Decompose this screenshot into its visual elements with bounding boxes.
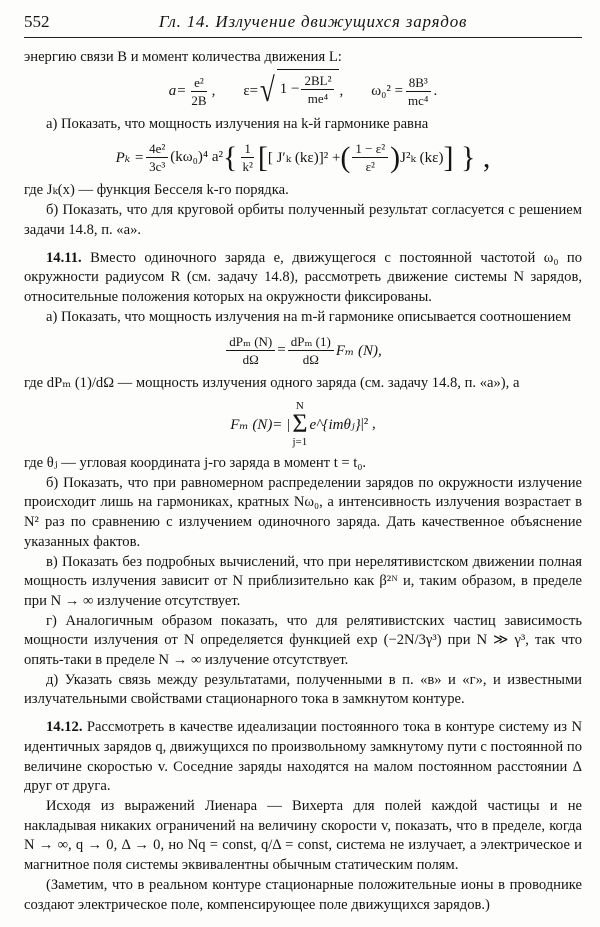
eq1-eps-one: 1 −: [279, 81, 300, 98]
eq3-l-den: dΩ: [242, 352, 259, 368]
eq2-left-brace: {: [223, 140, 238, 174]
problem-14-11-d: д) Указать связь между результатами, полученными в п. «в» и «г», и известными излучательными свойствами стационарного тока в замкнутом контуре.: [24, 671, 582, 708]
eq2-term2-den: ε²: [365, 159, 375, 175]
eq2-left-bracket: [: [257, 140, 268, 174]
header-rule: [24, 37, 582, 38]
problem-14-11-a: а) Показать, что мощность излучения на m-й гармонике описывается соотношением: [46, 308, 571, 325]
eq2-left-paren: (: [340, 140, 351, 174]
eq1-eps-num: 2BL²: [301, 72, 334, 90]
problem-14-12-text: Рассмотреть в качестве идеализации постоянного тока в контуре систему из N идентичных зарядов q, движущихся по произвольному замкнутому пути с постоянной по величине скоростью v. Соседние заряды находятся на малом постоянном расстоянии Δ друг от друга.: [24, 719, 582, 795]
running-title: Гл. 14. Излучение движущихся зарядов: [158, 12, 468, 31]
eq1-sqrt: [258, 72, 339, 110]
theta-text: где θⱼ — угловая координата j-го заряда в момент t = t₀.: [24, 455, 367, 472]
part-b-text: б) Показать, что для круговой орбиты полученный результат согласуется с решением задачи 14.8, п. «а».: [24, 202, 582, 238]
eq1-a-den: 2B: [191, 92, 207, 108]
eq2-k-den: k²: [242, 159, 253, 175]
eq1-omega-lhs: ω₀² =: [371, 82, 404, 99]
eq2-right-paren: ): [390, 140, 401, 174]
where-dp-text: где dPₘ (1)/dΩ — мощность излучения одного заряда (см. задачу 14.8, п. «а»), а: [24, 375, 520, 392]
eq3-r-num: dPₘ (1): [288, 333, 334, 351]
part-a-intro: а) Показать, что мощность излучения на k-й гармонике равна: [46, 115, 429, 132]
problem-14-11-g: г) Аналогичным образом показать, что для релятивистских частиц зависимость мощности излучения от N определяется функцией exp (−2N/3γ³) при N ≫ γ³, так что опять-таки в пределе N → ∞ излучение отсутствует.: [24, 612, 582, 669]
eq2-coef-den: 3c³: [149, 159, 166, 175]
sqrt-sign-icon: √: [259, 72, 275, 110]
eq3-tail: Fₘ (N),: [335, 343, 382, 360]
eq2-end: ] } ,: [443, 140, 491, 174]
eq2-term1: [ J′ₖ (kε)]² +: [267, 150, 341, 167]
problem-14-12: [24, 718, 582, 797]
eq4-term: e^{imθⱼ}: [309, 416, 361, 433]
running-header: [24, 12, 582, 32]
eq4-tail: |² ,: [360, 415, 376, 432]
problem-14-11-number: 14.11.: [46, 249, 82, 266]
problem-14-12-para2: Исходя из выражений Лиенара — Вихерта для полей каждой частицы и не накладывая никаких ограничений на величину скорости v, показать, что в пределе, когда N → ∞, q → 0, Δ → 0, но Nq = const, q/Δ = const, система не излучает, а электрическое и магнитное поля системы эквивалентны обычным статическим полям.: [24, 797, 582, 874]
eq3-eqsign: =: [277, 342, 286, 359]
eq2-lhs: Pₖ =: [115, 150, 145, 167]
eq1-a-lhs: a=: [168, 82, 187, 99]
eq1-eps-lhs: ε=: [243, 82, 259, 99]
eq3-r-den: dΩ: [302, 352, 319, 368]
problem-14-12-para3: (Заметим, что в реальном контуре стационарные положительные ионы в проводнике создают электрическое поле, компенсирующее поле движущихся зарядов.): [24, 876, 582, 913]
eq1-omega-fraction: [405, 74, 431, 109]
eq1-a-num: e²: [191, 74, 207, 92]
equation-dp-ratio: [24, 333, 582, 368]
bessel-text: где Jₖ(x) — функция Бесселя k-го порядка.: [24, 182, 289, 199]
intro-text: энергию связи B и момент количества движения L:: [24, 49, 342, 65]
eq1-a-fraction: [188, 74, 209, 109]
problem-14-12-number: 14.12.: [46, 719, 83, 736]
sigma-icon: Σ: [292, 409, 308, 439]
problem-14-11-text: Вместо одиночного заряда e, движущегося с постоянной частотой ω₀ по окружности радиусом R (см. задачу 14.8), рассмотреть движение системы N зарядов, относительные положения которых на окружности фиксированы.: [24, 249, 582, 305]
eq2-term2-tail: J²ₖ (kε): [400, 150, 444, 167]
problem-14-11-b: б) Показать, что при равномерном распределении зарядов по окружности излучение происходит лишь на гармониках, кратных Nω₀, а интенсивность излучения возрастает в N² раз по сравнению с излучением одиночного заряда. Дать качественное объяснение указанных фактов.: [24, 474, 582, 550]
eq2-coef-num: 4e²: [146, 140, 168, 158]
equation-a-eps-omega: a= $\frac{\text{e²}}{2B}$ , ε= √ 1 − $\frac{\text{2BL²}}{\text{me⁴}}$ , ω₀² = $\frac{\text{8B³}}{\text{mc⁴}}$ .: [24, 74, 582, 109]
eq2-mid: (kω₀)⁴ a²: [170, 149, 224, 166]
eq1-omega-den: mc⁴: [408, 92, 429, 108]
equation-fm: [24, 400, 582, 448]
eq1-eps-den: me⁴: [307, 91, 329, 107]
eq2-k-num: 1: [241, 140, 254, 158]
eq3-l-num: dPₘ (N): [226, 333, 275, 351]
eq4-sum: [292, 400, 307, 448]
problem-14-11-v: в) Показать без подробных вычислений, что при нерелятивистском движении полная мощность излучения зависит от N приблизительно как β²ᴺ и, таким образом, в пределе при N → ∞ излучение отсутствует.: [24, 553, 582, 609]
eq2-term2-num: 1 − ε²: [352, 140, 388, 158]
equation-power-harmonic: [24, 140, 582, 175]
eq4-lhs: Fₘ (N)= |: [230, 416, 291, 433]
page-number: 552: [24, 12, 50, 31]
eq4-sum-top: N: [295, 400, 304, 413]
eq4-sum-bot: j=1: [292, 436, 308, 449]
problem-14-11: [24, 249, 582, 308]
eq1-omega-num: 8B³: [406, 74, 431, 92]
